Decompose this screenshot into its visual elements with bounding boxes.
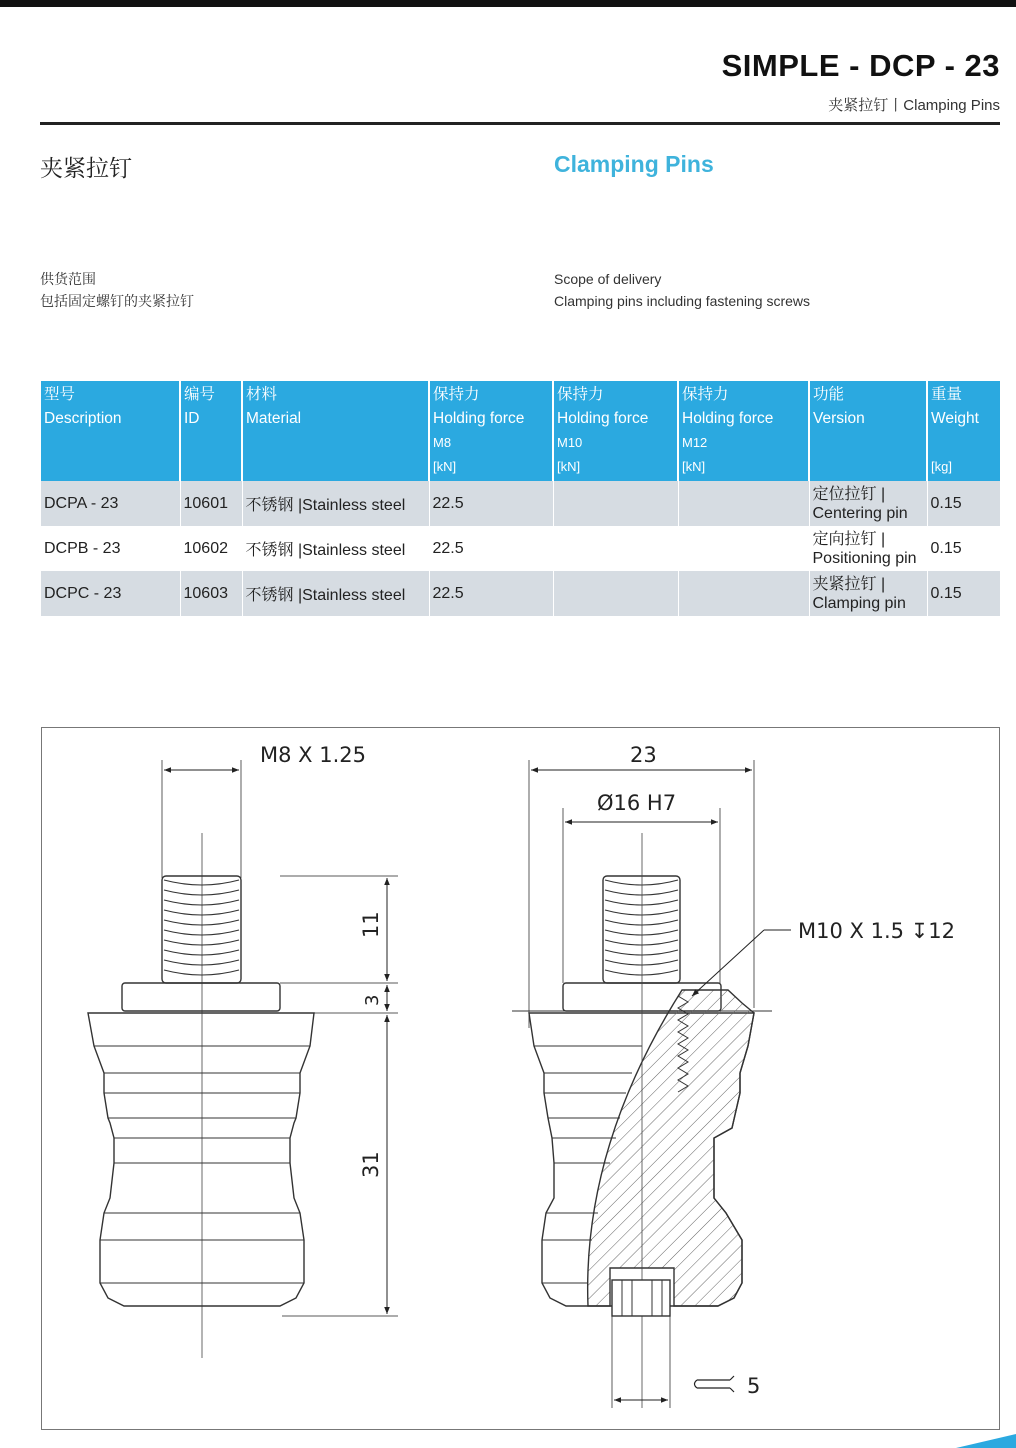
dim-3: 3 xyxy=(362,994,383,1006)
cell-material: 不锈钢 |Stainless steel xyxy=(242,526,429,571)
col-header-version: 功能 Version xyxy=(809,381,927,481)
cell-m8: 22.5 xyxy=(429,481,553,526)
technical-drawing xyxy=(42,728,998,1428)
cell-m8: 22.5 xyxy=(429,571,553,616)
table-row xyxy=(41,571,1000,616)
cell-description: DCPA - 23 xyxy=(41,481,180,526)
table-row xyxy=(41,526,1000,571)
dim-thread-m10: M10 X 1.5 ↧12 xyxy=(798,919,955,943)
cell-m10 xyxy=(553,526,678,571)
cell-id: 10602 xyxy=(180,526,242,571)
dim-bore: Ø16 H7 xyxy=(597,791,677,815)
dim-31: 31 xyxy=(359,1151,383,1178)
table-row xyxy=(41,481,1000,526)
cell-description: DCPB - 23 xyxy=(41,526,180,571)
scope-of-delivery-cn xyxy=(40,268,194,312)
cell-version: 定位拉钉 | Centering pin xyxy=(809,481,927,526)
spec-table xyxy=(41,381,1000,616)
col-header-holding-m10: 保持力 Holding force M10 [kN] xyxy=(553,381,678,481)
col-header-material: 材料 Material xyxy=(242,381,429,481)
pin-section-view xyxy=(512,760,772,1408)
cell-description: DCPC - 23 xyxy=(41,571,180,616)
scope-cn-line2: 包括固定螺钉的夹紧拉钉 xyxy=(40,293,194,309)
section-title-en: Clamping Pins xyxy=(554,151,714,177)
cell-material: 不锈钢 |Stainless steel xyxy=(242,481,429,526)
header-divider xyxy=(40,122,1000,125)
cell-id: 10601 xyxy=(180,481,242,526)
cell-version: 夹紧拉钉 | Clamping pin xyxy=(809,571,927,616)
cell-m10 xyxy=(553,571,678,616)
cell-m10 xyxy=(553,481,678,526)
col-header-id: 编号 ID xyxy=(180,381,242,481)
corner-decoration xyxy=(956,1434,1016,1448)
cell-version: 定向拉钉 | Positioning pin xyxy=(809,526,927,571)
scope-of-delivery-en xyxy=(554,268,810,312)
table-header-row xyxy=(41,381,1000,481)
cell-m12 xyxy=(678,571,809,616)
section-title-cn: 夹紧拉钉 xyxy=(40,155,132,181)
cell-weight: 0.15 xyxy=(927,526,1000,571)
dim-5: 5 xyxy=(747,1374,761,1398)
cell-m12 xyxy=(678,526,809,571)
page-title: SIMPLE - DCP - 23 xyxy=(721,48,1000,83)
col-header-holding-m12: 保持力 Holding force M12 [kN] xyxy=(678,381,809,481)
dim-23: 23 xyxy=(630,743,657,767)
left-dimensions xyxy=(164,770,398,1316)
cell-m8: 22.5 xyxy=(429,526,553,571)
col-header-description: 型号 Description xyxy=(41,381,180,481)
cell-material: 不锈钢 |Stainless steel xyxy=(242,571,429,616)
scope-en-line2: Clamping pins including fastening screws xyxy=(554,293,811,309)
dim-thread-m8: M8 X 1.25 xyxy=(260,743,366,767)
scope-en-line1: Scope of delivery xyxy=(554,271,662,287)
top-bar xyxy=(0,0,1016,7)
cell-weight: 0.15 xyxy=(927,481,1000,526)
technical-drawing-frame xyxy=(41,727,1000,1430)
thread-lines xyxy=(164,880,239,975)
scope-cn-line1: 供货范围 xyxy=(40,271,96,287)
dim-11: 11 xyxy=(359,911,383,938)
cell-id: 10603 xyxy=(180,571,242,616)
pin-side-view xyxy=(88,760,314,1358)
hex-key-icon xyxy=(695,1376,735,1392)
page-subtitle: 夹紧拉钉丨Clamping Pins xyxy=(828,97,1000,114)
cell-m12 xyxy=(678,481,809,526)
col-header-holding-m8: 保持力 Holding force M8 [kN] xyxy=(429,381,553,481)
cell-weight: 0.15 xyxy=(927,571,1000,616)
col-header-weight: 重量 Weight [kg] xyxy=(927,381,1000,481)
